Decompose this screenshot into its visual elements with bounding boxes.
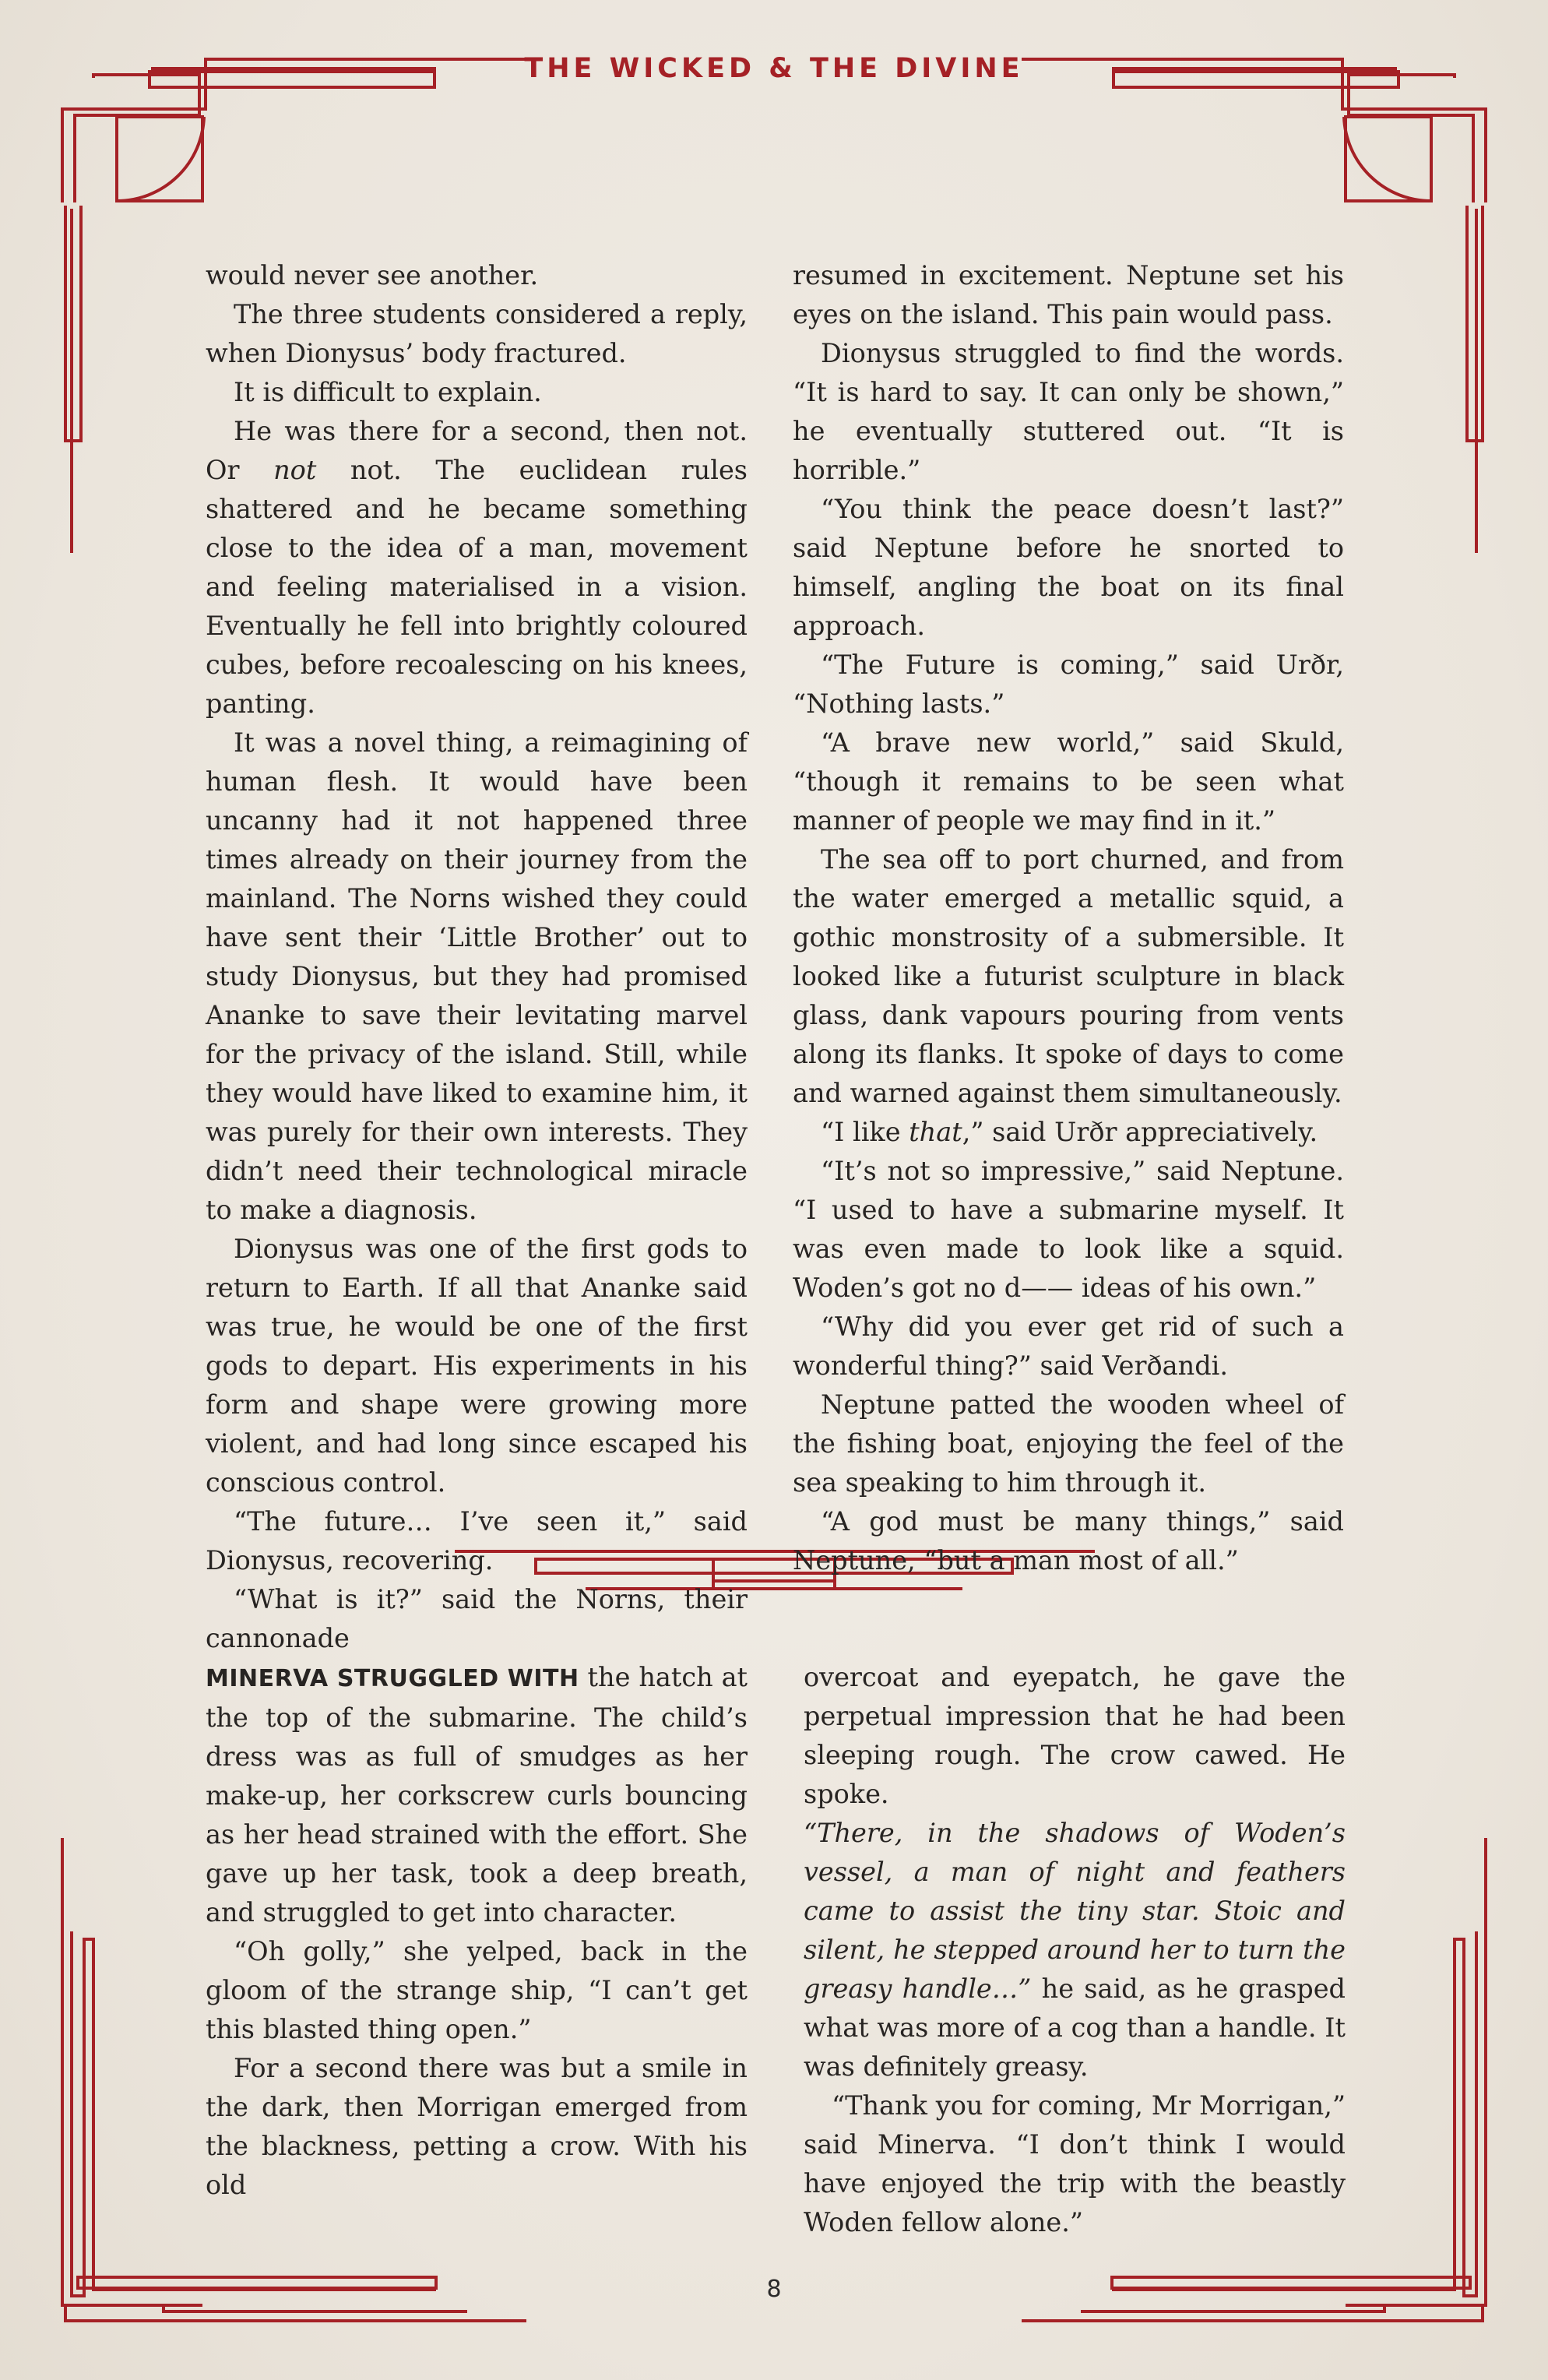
paragraph: “You think the peace doesn’t last?” said Neptune before he snorted to himself, angling the boat on its final approach. xyxy=(793,494,1344,641)
paragraph: “A brave new world,” said Skuld, “though it remains to be seen what manner of people we may find in it.” xyxy=(793,727,1344,836)
paragraph: “What is it?” said the Norns, their cannonade xyxy=(206,1584,748,1653)
column-bottom-left xyxy=(206,1658,748,2205)
paragraph xyxy=(206,1658,748,1932)
paragraph: “Thank you for coming, Mr Morrigan,” said Minerva. “I don’t think I would have enjoyed the trip with the beastly Woden fellow alone.” xyxy=(804,2090,1346,2237)
paragraph: “The Future is coming,” said Urðr, “Nothing lasts.” xyxy=(793,650,1344,719)
text-run: “I like xyxy=(821,1117,909,1147)
paragraph: The sea off to port churned, and from the water emerged a metallic squid, a gothic monstrosity of a submersible. It looked like a futurist sculpture in black glass, dank vapours pouring from vents along its flanks. It spoke of days to come and warned against them simultaneously. xyxy=(793,844,1344,1108)
paragraph: Neptune patted the wooden wheel of the fishing boat, enjoying the feel of the sea speaking to him through it. xyxy=(793,1389,1344,1498)
running-header: THE WICKED & THE DIVINE xyxy=(524,53,1024,84)
paragraph: Dionysus struggled to find the words. “It is hard to say. It can only be shown,” he eventually stuttered out. “It is horrible.” xyxy=(793,338,1344,485)
paragraph: “Oh golly,” she yelped, back in the gloom of the strange ship, “I can’t get this blasted thing open.” xyxy=(206,1936,748,2044)
emphasis: not xyxy=(273,455,317,485)
small-caps-lead-in: MINERVA STRUGGLED WITH xyxy=(206,1665,579,1692)
paragraph xyxy=(206,412,748,724)
text-run: he said, as he grasped what was more of a cog than a handle. It was definitely greasy. xyxy=(804,1973,1346,2082)
paragraph: It was a novel thing, a reimagining of human flesh. It would have been uncanny had it not happened three times already on their journey from the mainland. The Norns wished they could have sent their ‘Little Brother’ out to study Dionysus, but they had promised Ananke to save their levitating marvel for the privacy of the island. Still, while they would have liked to examine him, it was purely for their own interests. They didn’t need their technological miracle to make a diagnosis. xyxy=(206,727,748,1225)
page-number: 8 xyxy=(766,2276,782,2303)
paragraph: “The future… I’ve seen it,” said Dionysus, recovering. xyxy=(206,1506,748,1576)
paragraph: Dionysus was one of the first gods to return to Earth. If all that Ananke said was true, he would be one of the first gods to depart. His experiments in his form and shape were growing more violent, and had long since escaped his conscious control. xyxy=(206,1234,748,1498)
paragraph: “A god must be many things,” said Neptune, “but a man most of all.” xyxy=(793,1506,1344,1576)
column-top-left xyxy=(206,256,748,1658)
text-run: the hatch at the top of the submarine. The child’s dress was as full of smudges as her make-up, her corkscrew curls bouncing as her head strained with the effort. She gave up her task, took a deep breath, and struggled to get into character. xyxy=(206,1662,748,1928)
paragraph: The three students considered a reply, when Dionysus’ body fractured. xyxy=(206,299,748,368)
paragraph: It is difficult to explain. xyxy=(234,377,542,407)
paragraph: “It’s not so impressive,” said Neptune. “I used to have a submarine myself. It was even made to look like a squid. Woden’s got no d—— ideas of his own.” xyxy=(793,1156,1344,1303)
text-run: not. The euclidean rules shattered and he became something close to the idea of a man, movement and feeling materialised in a vision. Eventually he fell into brightly coloured cubes, before recoalescing on his knees, panting. xyxy=(206,455,748,719)
paragraph: overcoat and eyepatch, he gave the perpetual impression that he had been sleeping rough. The crow cawed. He spoke. xyxy=(804,1662,1346,1809)
column-top-right xyxy=(793,256,1344,1580)
text-run: He was there for a second, then not. Or xyxy=(206,416,748,485)
column-bottom-right xyxy=(804,1658,1346,2242)
paragraph: For a second there was but a smile in the dark, then Morrigan emerged from the blackness, petting a crow. With his old xyxy=(206,2053,748,2200)
paragraph: resumed in excitement. Neptune set his eyes on the island. This pain would pass. xyxy=(793,260,1344,329)
italic-quote: “There, in the shadows of Woden’s vessel, a man of night and feathers came to assist the tiny star. Stoic and silent, he stepped around her to turn the greasy handle…” xyxy=(804,1818,1346,2004)
paragraph: “Why did you ever get rid of such a wonderful thing?” said Verðandi. xyxy=(793,1311,1344,1381)
text-run: ,” said Urðr appreciatively. xyxy=(962,1117,1318,1147)
paragraph xyxy=(804,1814,1346,2086)
paragraph xyxy=(793,1113,1344,1152)
emphasis: that xyxy=(909,1117,962,1147)
paragraph: would never see another. xyxy=(206,260,539,290)
